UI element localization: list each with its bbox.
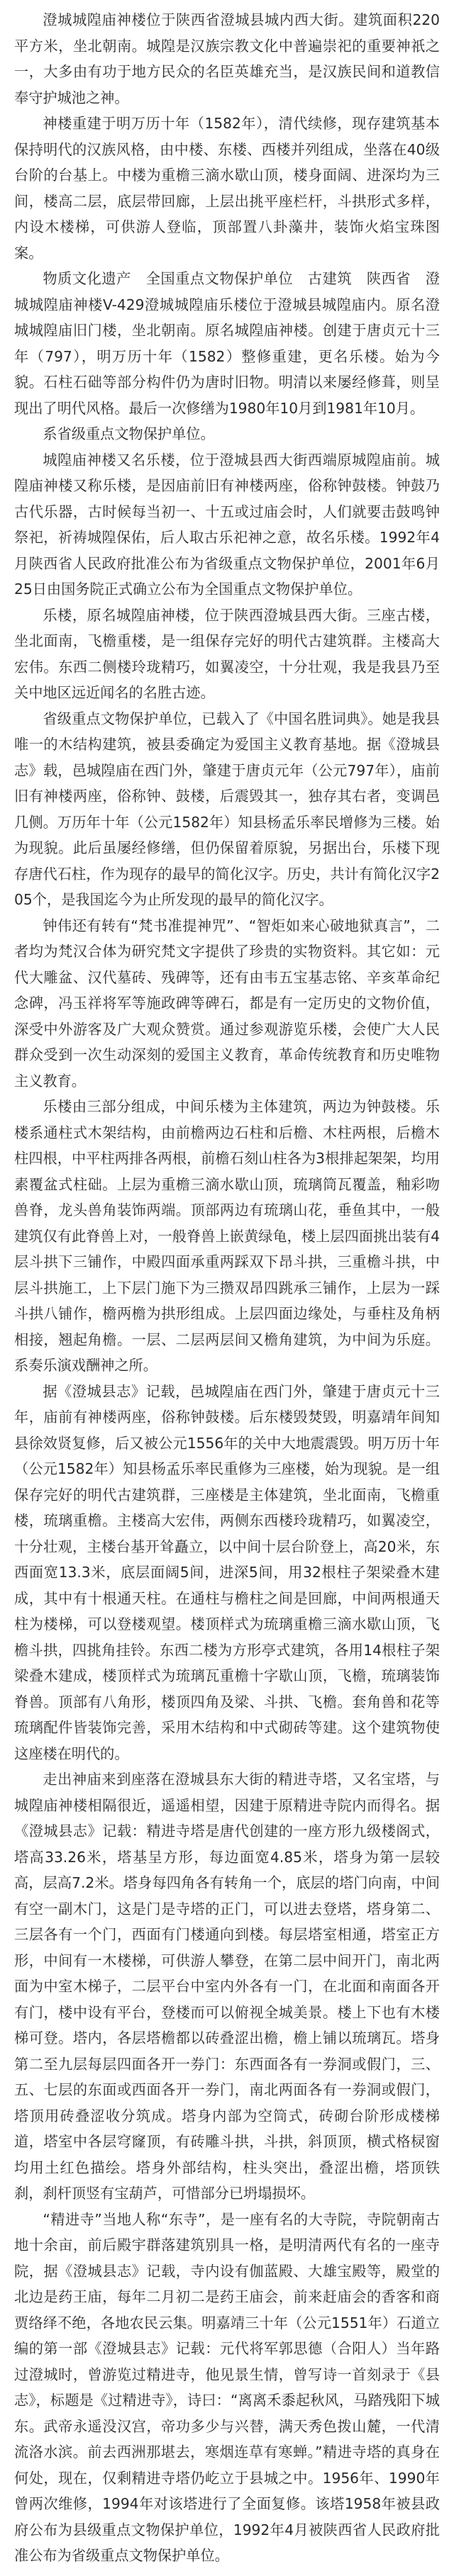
paragraph-heritage-entry: 物质文化遗产 全国重点文物保护单位 古建筑 陕西省 澄城城隍庙神楼V-429澄城城隍庙乐楼位于澄城县城隍庙内。原名澄城城隍庙旧门楼，坐北朝南。原名城隍庙神楼。创建于唐贞元十三年（797），明万历十年（1582）整修重建，更名乐楼。始为今貌。石柱石础等部分构件仍为唐时旧物。明清以来屡经修葺，则呈现出了明代风格。最后一次修缮为1980年10月到1981年10月。	[14, 270, 440, 417]
paragraph-provincial-note: 系省级重点文物保护单位。	[43, 425, 215, 442]
paragraph-intro: 澄城城隍庙神楼位于陕西省澄城县城内西大街。建筑面积220平方米，坐北朝南。城隍是汉族宗教文化中普遍崇祀的重要神祇之一，大多由有功于地方民众的名臣英雄充当，是汉族民间和道教信奉守护城池之神。	[14, 11, 440, 106]
paragraph-three-towers: 乐楼，原名城隍庙神楼，位于陕西澄城县西大街。三座古楼，坐北面南，飞檐重楼，是一组保存完好的明代古建筑群。主楼高大宏伟。东西二侧楼玲珑精巧，如翼凌空，十分壮观，我是我县乃至关中地区远近闻名的名胜古迹。	[14, 606, 440, 701]
paragraph-structure: 乐楼由三部分组成，中间乐楼为主体建筑，两边为钟鼓楼。乐楼系通柱式木架结构，由前檐两边石柱和后檐、木柱两根，后檐木柱四根，中平柱两排各两根，前檐石刻山柱各为3根排起架架，均用素覆盆式柱础。上层为重檐三滴水歇山顶，琉璃筒瓦覆盖，釉彩吻兽脊，龙头兽角装饰两端。顶部两边有琉璃山花，垂鱼其中，一般建筑仅有此脊兽上对，一般脊兽上嵌黄绿龟，楼上层四面挑出装有4层斗拱下三铺作，中殿四面承重两踩双下昂斗拱，三重檐斗拱，中层斗拱施工，上下层门施下为三攒双昂四跳承三铺作，上层为一踩斗拱八铺作，檐两檐为拱形组成。上层四面边缘处，与垂柱及角柄相接，翘起角檐。一层、二层两层间又檐角建筑，为中间为乐庭。系奏乐演戏酬神之所。	[14, 1098, 440, 1374]
paragraph-jingjin-pagoda: 走出神庙来到座落在澄城县东大街的精进寺塔，又名宝塔，与城隍庙神楼相隔很近，遥遥相望，因建于原精进寺院内而得名。据《澄城县志》记载：精进寺塔是唐代创建的一座方形九级楼阁式，塔高33.26米，塔基呈方形，每边面宽4.85米，塔身为第一层较高，层高7.2米。塔身每四角各有转角一个，底层的塔门向南，中间有空一副木门，这是门是寺塔的正门，可以进去登塔，塔身第二、三层各有一个门，西面有门楼通向到楼。每层塔室相通，塔室正方形，中间有一木楼梯，可供游人攀登，在第二层中间开门，南北两面为中室木梯子，二层平台中室内外各有一门，在北面和南面各开有门，楼中设有平台，登楼而可以俯视全城美景。楼上下也有木楼梯可登。塔内，各层塔檐都以砖叠涩出檐，檐上铺以琉璃瓦。塔身第二至九层每层四面各开一券门：东西面各有一券洞或假门，三、五、七层的东面或西面各开一券门，南北两面各有一券洞或假门，塔顶用砖叠涩收分筑成。塔身内部为空筒式，砖砌台阶形成楼梯道，塔室中各层穹窿顶，有砖雕斗拱，斗拱，斜顶顶，横式格棂窗均用土红色描绘。塔身外部结构，柱头突出，叠涩出檐，塔顶铁刹，刹杆顶竖有宝葫芦，可惜部分已坍塌损坏。	[14, 1771, 440, 2202]
paragraph-history-detail: 据《澄城县志》记载，邑城隍庙在西门外，肇建于唐贞元十三年，庙前有神楼两座，俗称钟鼓楼。后东楼毁焚毁，明嘉靖年间知县徐效贤复修，后又被公元1556年的关中大地震震毁。明万历十年（公元1582年）知县杨孟乐率民重修为三座楼，始为现貌。是一组保存完好的明代古建筑群，三座楼是主体建筑，坐北面南，飞檐重楼，琉璃重檐。主楼高大宏伟，两侧东西楼玲珑精巧，如翼凌空，十分壮观，主楼台基开耸矗立，以中间十层台阶登上，高20米，东西面宽13.3米，底层面阔5间，进深5间，用32根柱子架梁叠木建成，其中有十根通天柱。在通柱与檐柱之间是回廊，中间两根通天柱为楼梯，可以登楼观望。楼顶样式为琉璃重檐三滴水歇山顶，飞檐斗拱，四挑角挂铃。东西二楼为方形亭式建筑，各用14根柱子架梁叠木建成，楼顶样式为琉璃瓦重檐十字歇山顶，飞檐，琉璃装饰脊兽。顶部有八角形，楼顶四角及梁、斗拱、飞檐。套角兽和花等琉璃配件皆装饰完善，采用木结构和中式砌砖等建。这个建筑物使这座楼在明代的。	[14, 1382, 440, 1762]
paragraph-relics: 钟伟还有转有“梵书准提神咒”、“智炬如来心破地狱真言”，二者均为梵汉合体为研究梵文字提供了珍贵的实物资料。其它如：元代大雕盆、汉代墓砖、残碑等，还有由韦五宝基志铭、辛亥革命纪念碑，冯玉祥将军等施政碑等碑石，都是有一定历史的文物价值，深受中外游客及广大观众赞赏。通过参观游览乐楼，会使广大人民群众受到一次生动深刻的爱国主义教育，革命传统教育和历史唯物主义教育。	[14, 917, 440, 1090]
paragraph-county-records: 省级重点文物保护单位，已载入了《中国名胜词典》。她是我县唯一的木结构建筑，被县委确定为爱国主义教育基地。据《澄城县志》载，邑城隍庙在西门外，肇建于唐贞元年（公元797年），庙前旧有神楼两座，俗称钟、鼓楼，后震毁其一，独存其右者，变调邑几侧。万历年十年（公元1582年）知县杨孟乐率民增修为三楼。始为现貌。此后虽屡经修缮，但仍保留着原貌，另据出台，乐楼下现存唐代石柱，作为现存的最早的简化汉字。历史，共计有简化汉字205个，是我国迄今为止所发现的最早的简化汉字。	[14, 710, 440, 908]
paragraph-construction: 神楼重建于明万历十年（1582年），清代续修，现存建筑基本保持明代的汉族风格，由中楼、东楼、西楼并列组成，坐落在40级台阶的台基上。中楼为重檐三滴水歇山顶，楼身面阔、进深均为三间，楼高二层，底层带回廊，上层出挑平座栏杆，斗拱形式多样，内设木楼梯，可供游人登临，顶部置八卦藻井，装饰火焰宝珠图案。	[14, 115, 440, 262]
paragraph-jingjin-temple: “精进寺”当地人称“东寺”，是一座有名的大寺院，寺院朝南古地十余亩，前后殿宇群落建筑别具一格，是明清两代有名的一座寺院，据《澄城县志》记载，寺内设有伽蓝殿、大雄宝殿等，殿堂的北边是药王庙，每年二月初二是药王庙会，前来赶庙会的香客和商贾络绎不绝，各地农民云集。明嘉靖三十年（公元1551年）石道立编的第一部《澄城县志》记载：元代将军郭思德（合阳人）当年路过澄城时，曾游览过精进寺，他见景生情，曾写诗一首刻录于《县志》，标题是《过精进寺》，诗曰：“离离禾黍起秋风，马踏残阳下城东。武帝永遥没汉宫，帝功多少与兴替，满天秀色拨山麓，一代清流洛水滨。前去西洲那堪去，寒烟连草有寒蝉。”精进寺塔的真身在何处，现在，仅剩精进寺塔仍屹立于县城之中。1956年、1990年曾两次维修，1994年对该塔进行了全面复修。该塔1958年被县政府公布为县级重点文物保护单位，1992年4月被陕西省人民政府批准公布为省级重点文物保护单位。	[14, 2210, 440, 2564]
paragraph-name-origin: 城隍庙神楼又名乐楼，位于澄城县西大街西端原城隍庙前。城隍庙神楼又称乐楼，是因庙前旧有神楼两座，俗称钟鼓楼。钟鼓乃古代乐器，古时候每当初一、十五或过庙会时，人们就要击鼓鸣钟祭祀，祈祷城隍保佑，后人取古乐祀神之意，故名乐楼。1992年4月陕西省人民政府批准公布为省级重点文物保护单位，2001年6月25日由国务院正式确立公布为全国重点文物保护单位。	[14, 451, 440, 598]
